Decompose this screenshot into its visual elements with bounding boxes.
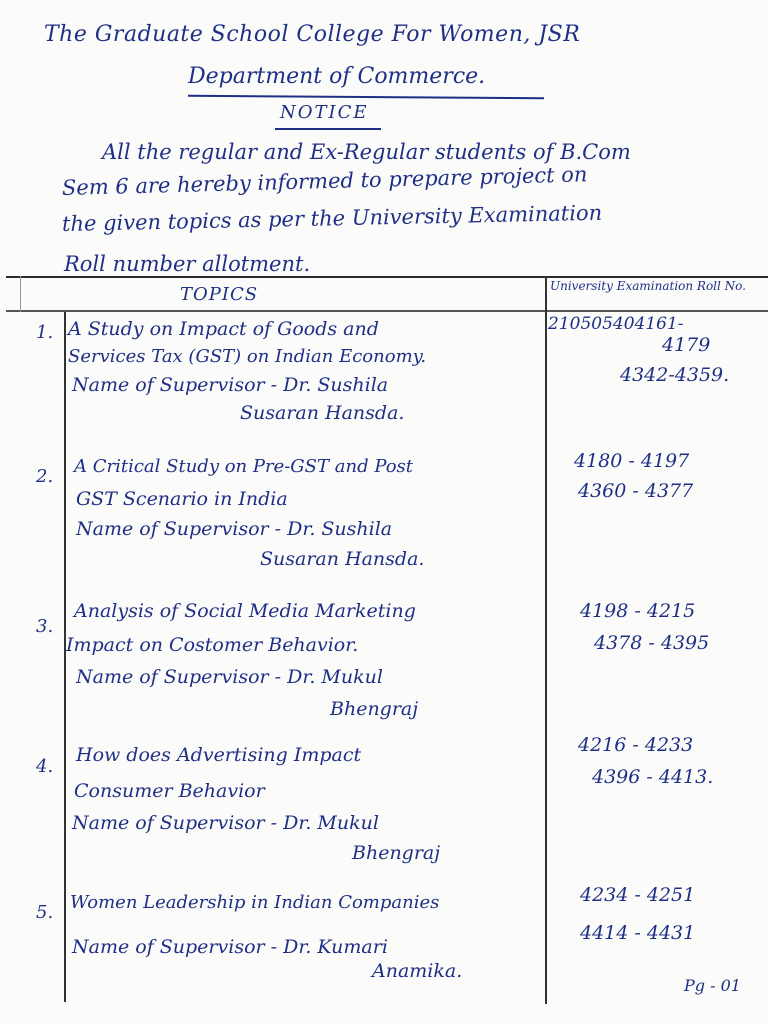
topic-title-line: Consumer Behavior xyxy=(74,780,265,802)
row-number: 4. xyxy=(36,756,54,777)
roll-range: 4216 - 4233 xyxy=(578,734,694,756)
supervisor-line: Susaran Hansda. xyxy=(240,402,405,424)
table-left-border xyxy=(64,312,66,1002)
intro-line-1: All the regular and Ex-Regular students of B.Com xyxy=(102,140,631,164)
department-underline xyxy=(188,95,544,99)
topic-title-line: GST Scenario in India xyxy=(76,488,288,510)
column-header-roll: University Examination Roll No. xyxy=(550,279,746,293)
row-number: 5. xyxy=(36,902,54,923)
notice-underline xyxy=(275,128,381,130)
supervisor-line: Name of Supervisor - Dr. Mukul xyxy=(76,666,383,688)
table-column-divider xyxy=(545,276,547,1004)
row-number: 2. xyxy=(36,466,54,487)
supervisor-line: Susaran Hansda. xyxy=(260,548,425,570)
college-name: The Graduate School College For Women, JSR xyxy=(44,22,581,47)
table-top-border xyxy=(6,276,768,278)
supervisor-line: Name of Supervisor - Dr. Sushila xyxy=(72,374,389,396)
intro-line-3: the given topics as per the University Examination xyxy=(61,200,603,236)
supervisor-line: Bhengraj xyxy=(352,842,441,864)
table-left-outer-border xyxy=(20,276,21,312)
topic-title-line: Women Leadership in Indian Companies xyxy=(70,892,440,913)
supervisor-line: Name of Supervisor - Dr. Mukul xyxy=(72,812,379,834)
row-number: 1. xyxy=(36,322,54,343)
roll-range: 4180 - 4197 xyxy=(574,450,690,472)
roll-range: 4396 - 4413. xyxy=(592,766,714,788)
supervisor-line: Anamika. xyxy=(372,960,463,982)
notice-title: NOTICE xyxy=(280,102,369,123)
supervisor-line: Name of Supervisor - Dr. Kumari xyxy=(72,936,388,958)
roll-range: 4179 xyxy=(662,334,711,356)
roll-range: 4378 - 4395 xyxy=(594,632,710,654)
roll-range: 4342-4359. xyxy=(620,364,730,386)
topic-title-line: Impact on Costomer Behavior. xyxy=(66,634,359,656)
topic-title-line: A Critical Study on Pre-GST and Post xyxy=(74,456,414,477)
roll-range: 4360 - 4377 xyxy=(578,480,694,502)
roll-range: 4234 - 4251 xyxy=(580,884,696,906)
row-number: 3. xyxy=(36,616,54,637)
roll-range: 4198 - 4215 xyxy=(580,600,696,622)
column-header-topics: TOPICS xyxy=(180,284,259,305)
intro-line-4: Roll number allotment. xyxy=(64,252,311,276)
supervisor-line: Bhengraj xyxy=(330,698,419,720)
topic-title-line: A Study on Impact of Goods and xyxy=(68,318,379,340)
intro-line-2: Sem 6 are hereby informed to prepare project on xyxy=(61,162,588,200)
table-header-border xyxy=(6,310,768,312)
supervisor-line: Name of Supervisor - Dr. Sushila xyxy=(76,518,393,540)
topic-title-line: How does Advertising Impact xyxy=(76,744,362,766)
department-name: Department of Commerce. xyxy=(188,64,486,89)
topic-title-line: Analysis of Social Media Marketing xyxy=(74,600,416,622)
roll-range: 210505404161- xyxy=(548,314,684,334)
roll-range: 4414 - 4431 xyxy=(580,922,696,944)
topic-title-line: Services Tax (GST) on Indian Economy. xyxy=(68,346,427,367)
page-number: Pg - 01 xyxy=(684,976,741,995)
